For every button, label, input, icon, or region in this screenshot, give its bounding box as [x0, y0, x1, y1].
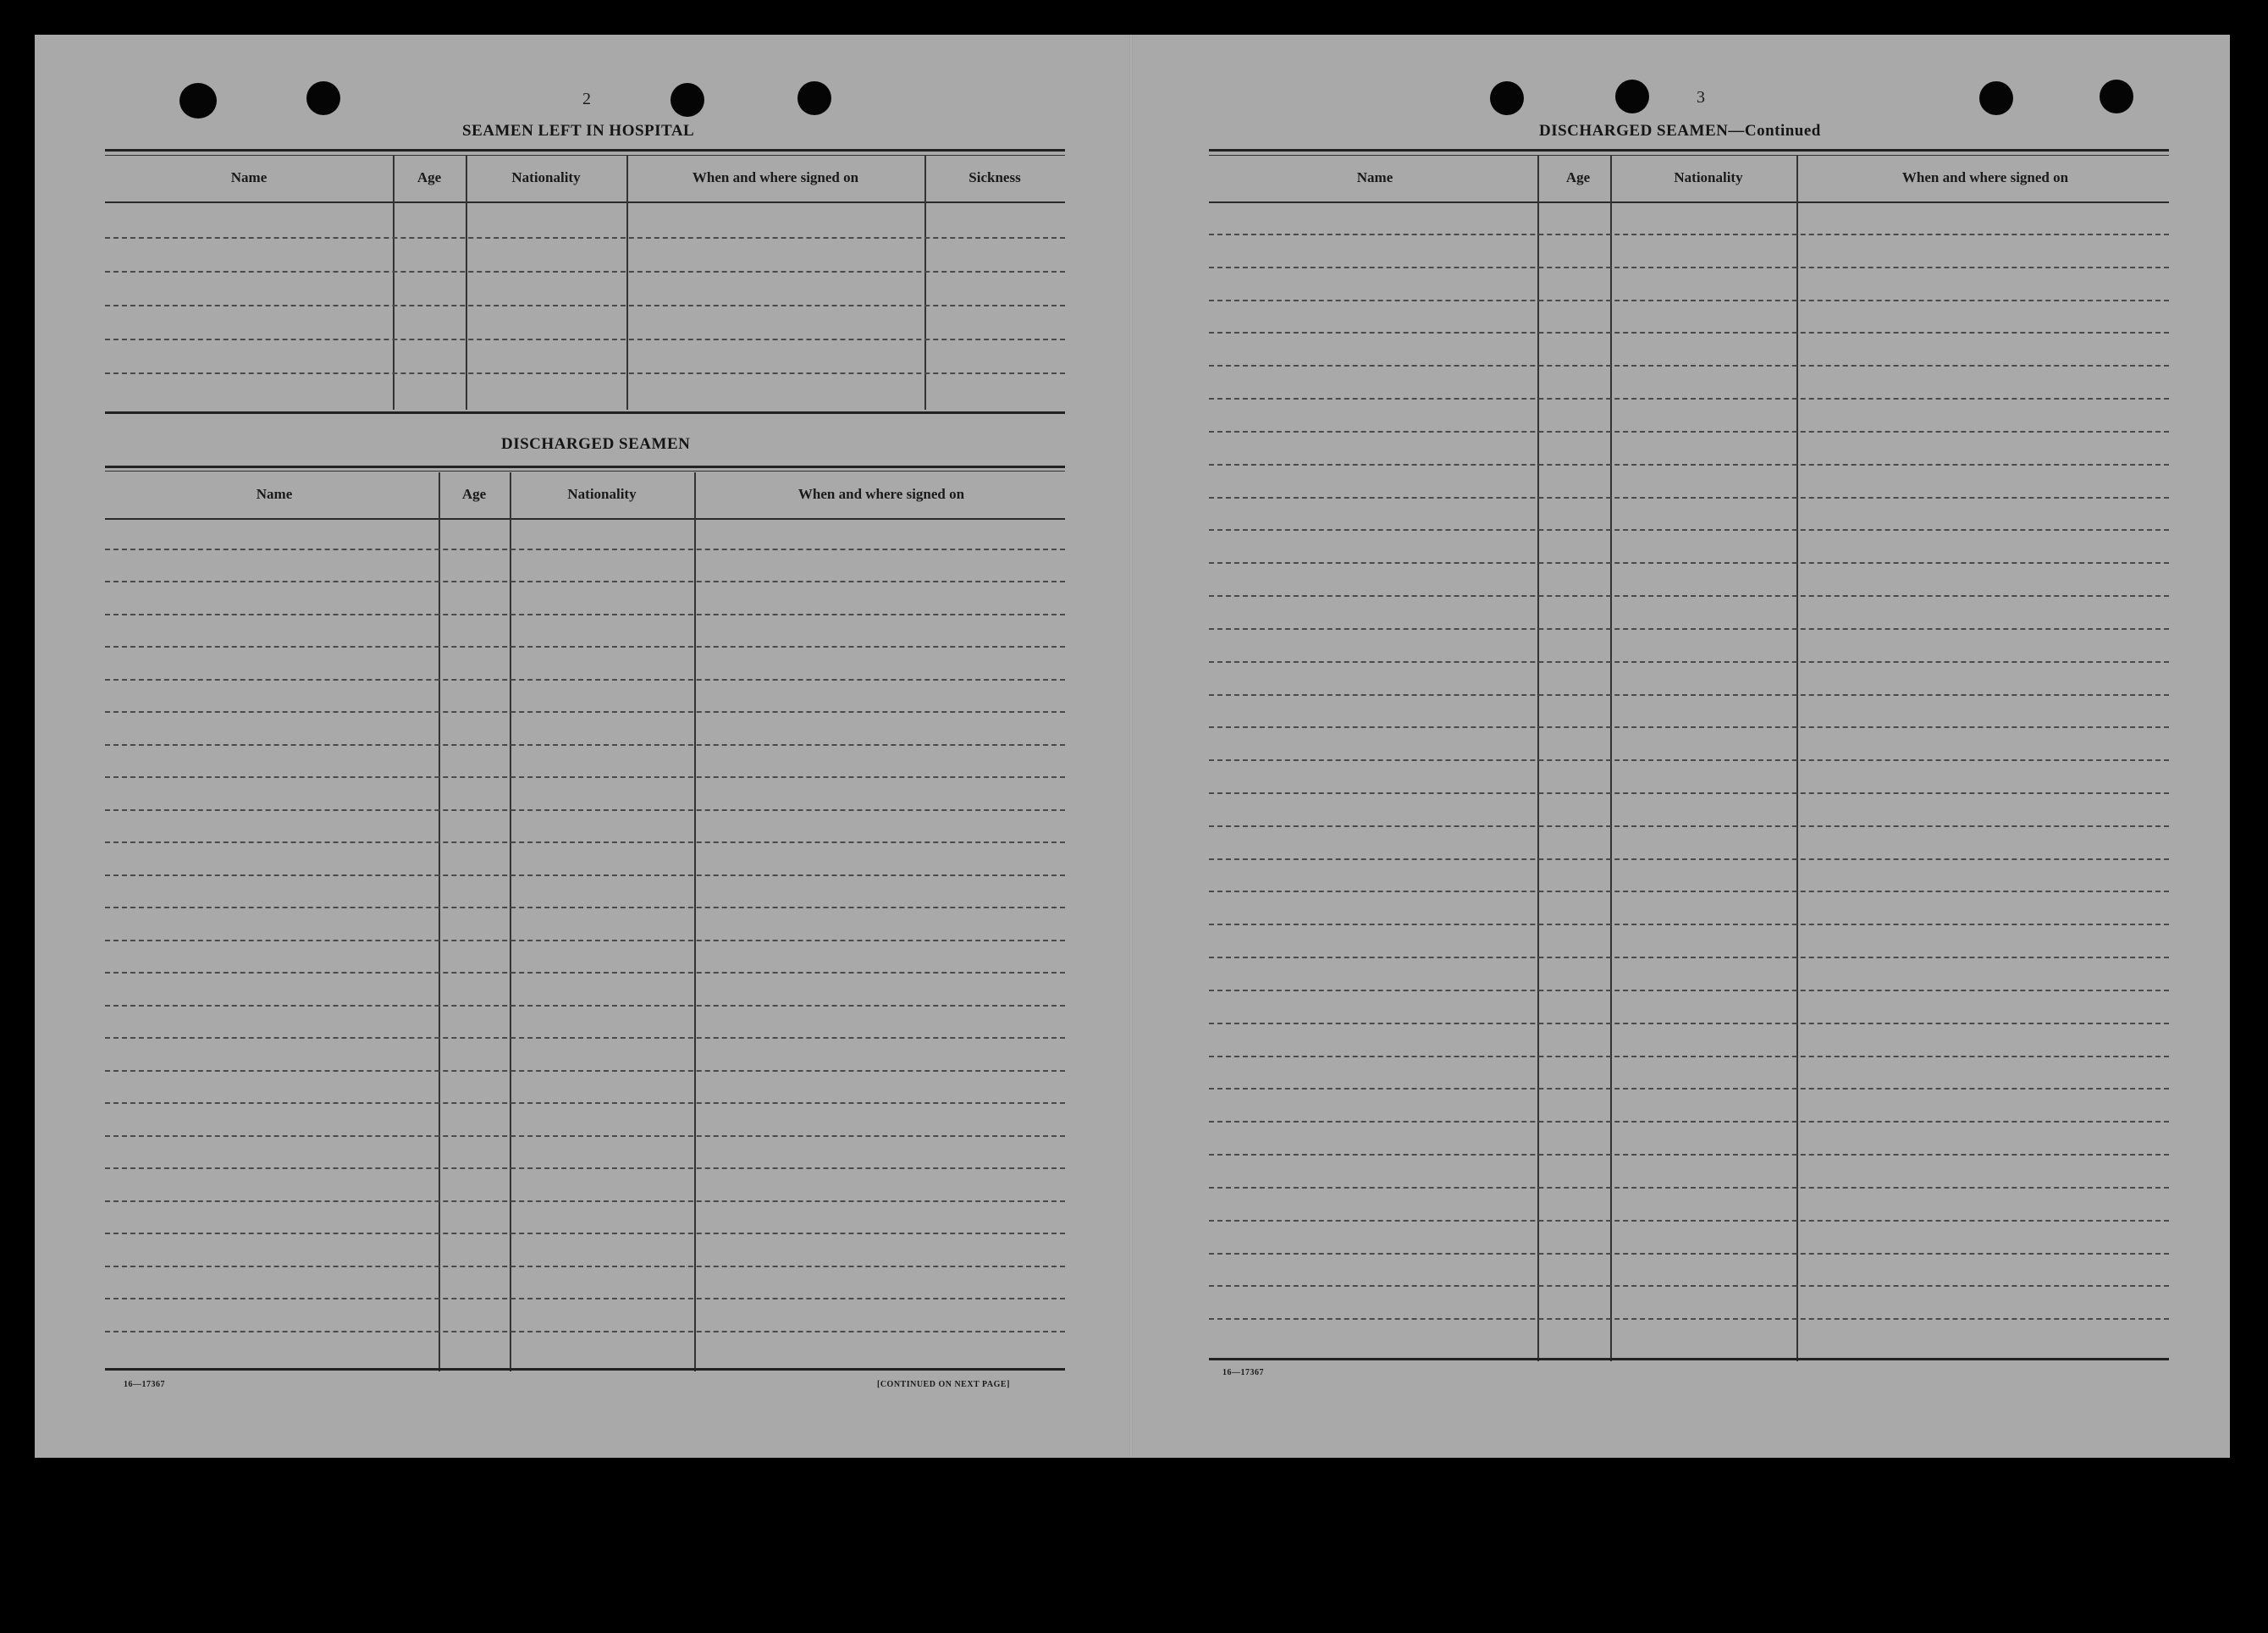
continued-col-signed-on: When and where signed on	[1901, 169, 2069, 185]
table-row	[105, 711, 1065, 713]
discharged-table-title: DISCHARGED SEAMEN	[501, 435, 691, 453]
discharged-table	[105, 466, 1065, 1375]
table-row	[1209, 1056, 2169, 1057]
continued-note: [CONTINUED ON NEXT PAGE]	[877, 1380, 1010, 1389]
table-row	[1209, 398, 2169, 400]
table-row	[1209, 759, 2169, 761]
table-row	[105, 237, 1065, 239]
table-row	[1209, 661, 2169, 663]
discharged-continued-table	[1209, 149, 2169, 1363]
table-row	[105, 1037, 1065, 1039]
table-row	[1209, 431, 2169, 433]
table-row	[105, 776, 1065, 778]
discharged-continued-title-suffix: —Continued	[1728, 122, 1821, 140]
table-row	[105, 1102, 1065, 1104]
table-row	[105, 1200, 1065, 1202]
table-row	[1209, 234, 2169, 235]
form-number-right: 16—17367	[1222, 1368, 1264, 1377]
table-row	[1209, 1318, 2169, 1320]
table-row	[105, 809, 1065, 811]
table-row	[1209, 1154, 2169, 1156]
table-row	[105, 1266, 1065, 1267]
table-row	[1209, 1023, 2169, 1024]
table-row	[105, 646, 1065, 648]
table-row	[105, 1298, 1065, 1299]
page-number-right: 3	[1697, 88, 1705, 107]
table-row	[1209, 267, 2169, 268]
hospital-table-title: SEAMEN LEFT IN HOSPITAL	[462, 122, 695, 140]
table-row	[105, 1167, 1065, 1169]
table-row	[105, 1005, 1065, 1007]
punch-hole	[1615, 80, 1649, 113]
table-row	[1209, 1121, 2169, 1123]
table-row	[1209, 365, 2169, 367]
table-row	[1209, 300, 2169, 301]
punch-hole	[670, 83, 704, 117]
table-row	[105, 1331, 1065, 1332]
table-row	[105, 549, 1065, 550]
hospital-col-name: Name	[230, 169, 268, 185]
table-row	[105, 972, 1065, 974]
table-row	[105, 614, 1065, 615]
table-row	[1209, 529, 2169, 531]
table-row	[1209, 464, 2169, 466]
table-row	[1209, 1220, 2169, 1222]
table-row	[1209, 957, 2169, 958]
discharged-continued-title	[1539, 122, 1821, 141]
table-row	[105, 907, 1065, 908]
table-row	[105, 339, 1065, 340]
discharged-continued-title-main: DISCHARGED SEAMEN	[1539, 122, 1729, 140]
punch-hole	[179, 83, 217, 119]
table-row	[1209, 924, 2169, 925]
hospital-col-age: Age	[417, 169, 442, 185]
table-row	[1209, 628, 2169, 630]
table-row	[1209, 891, 2169, 892]
table-row	[105, 940, 1065, 941]
table-row	[1209, 825, 2169, 827]
table-row	[1209, 562, 2169, 564]
table-row	[105, 372, 1065, 374]
hospital-col-sickness: Sickness	[968, 169, 1021, 185]
page-fold	[1129, 35, 1133, 1458]
discharged-col-nationality: Nationality	[567, 486, 637, 502]
page-number-left: 2	[582, 90, 591, 108]
discharged-col-age: Age	[461, 486, 487, 502]
table-row	[105, 874, 1065, 876]
table-row	[105, 1233, 1065, 1234]
hospital-col-nationality: Nationality	[511, 169, 581, 185]
table-row	[1209, 595, 2169, 597]
table-row	[105, 1070, 1065, 1072]
table-row	[1209, 792, 2169, 794]
table-row	[1209, 1187, 2169, 1189]
table-row	[105, 1135, 1065, 1137]
continued-col-age: Age	[1565, 169, 1591, 185]
continued-col-name: Name	[1356, 169, 1393, 185]
table-row	[1209, 1285, 2169, 1287]
table-row	[1209, 1253, 2169, 1255]
discharged-col-signed-on: When and where signed on	[797, 486, 965, 502]
discharged-col-name: Name	[256, 486, 293, 502]
punch-hole	[1490, 81, 1524, 115]
hospital-col-signed-on: When and where signed on	[692, 169, 859, 185]
table-row	[1209, 990, 2169, 991]
punch-hole	[306, 81, 340, 115]
table-row	[1209, 1088, 2169, 1090]
table-row	[105, 581, 1065, 582]
continued-col-nationality: Nationality	[1674, 169, 1743, 185]
hospital-table	[105, 149, 1065, 415]
punch-hole	[797, 81, 831, 115]
punch-hole	[1979, 81, 2013, 115]
table-row	[105, 305, 1065, 306]
table-row	[105, 841, 1065, 843]
table-row	[1209, 332, 2169, 334]
table-row	[1209, 726, 2169, 728]
table-row	[1209, 858, 2169, 860]
table-row	[1209, 497, 2169, 499]
form-number-left: 16—17367	[124, 1380, 165, 1389]
table-row	[1209, 694, 2169, 696]
table-row	[105, 679, 1065, 681]
punch-hole	[2100, 80, 2133, 113]
table-row	[105, 271, 1065, 273]
table-row	[105, 744, 1065, 746]
